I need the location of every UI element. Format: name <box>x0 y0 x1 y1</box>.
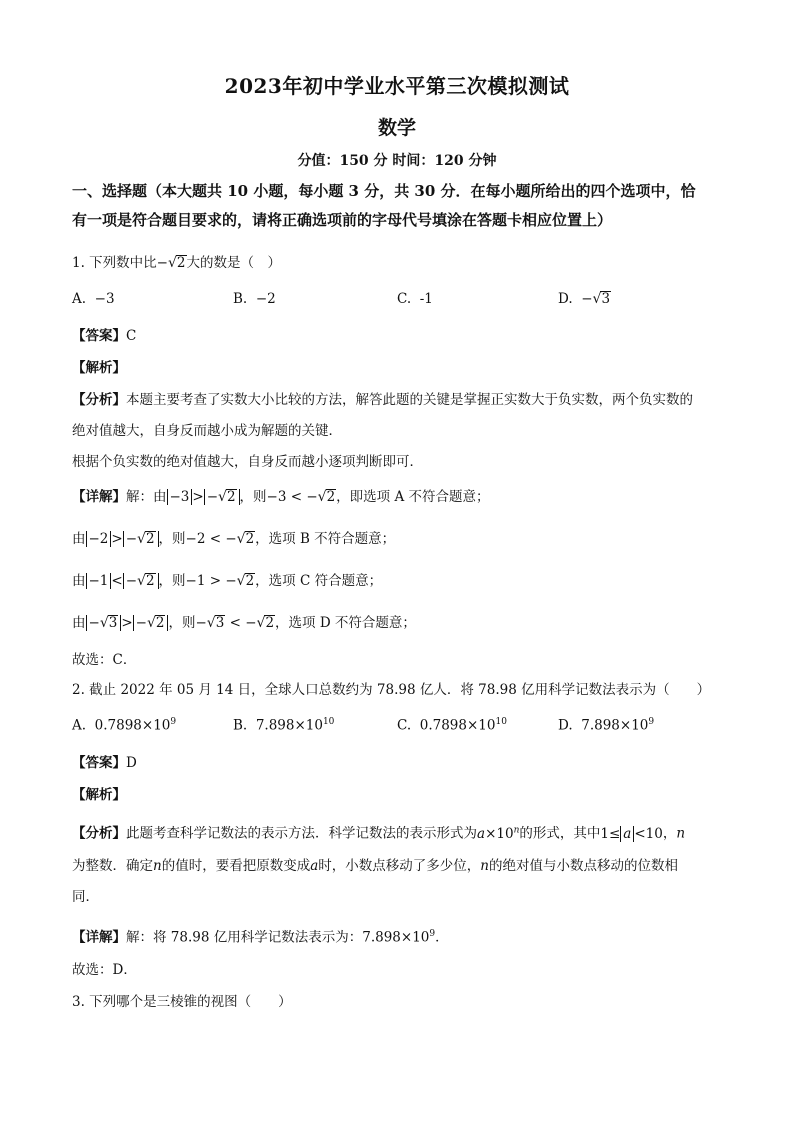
q1-detail-line2: 由 −2 > −√2 ，则−2 < −√2，选项 B 不符合题意； <box>72 531 396 547</box>
section-heading-line2: 有一项是符合题目要求的，请将正确选项前的字母代号填涂在答题卡相应位置上） <box>72 211 613 229</box>
q2-option-a: A. $0.7898\times 10^9$ <box>72 717 177 734</box>
q1-fenxi-line2: 绝对值越大，自身反而越小成为解题的关键． <box>72 423 342 439</box>
q1-detail-line3: 由 −1 < −√2 ，则−1 > −√2，选项 C 符合题意； <box>72 573 383 589</box>
q2-answer: 【答案】D <box>72 755 137 771</box>
q1-stem-post: 大的数是（ ） <box>186 255 281 271</box>
q2-analysis-tag: 【解析】 <box>72 787 126 803</box>
q1-option-d: D. −√3 <box>558 291 611 307</box>
q1-neg-sqrt2: −√2 <box>156 255 186 271</box>
exam-title: 2023年初中学业水平第三次模拟测试 <box>224 74 570 98</box>
q1-fenxi-line1: 【分析】本题主要考查了实数大小比较的方法，解答此题的关键是掌握正实数大于负实数，两个负实数的 <box>72 392 693 408</box>
section-heading-line1: 一、选择题（本大题共 10 小题，每小题 3 分，共 30 分．在每小题所给出的四个选项中，恰 <box>72 182 696 200</box>
q2-option-d: D. $7.898\times 10^9$ <box>558 717 655 734</box>
q3-stem: 3. 下列哪个是三棱锥的视图（ ） <box>72 994 292 1010</box>
q1-option-b: B. −2 <box>233 291 276 307</box>
q1-fenxi-line3: 根据个负实数的绝对值越大，自身反而越小逐项判断即可． <box>72 454 423 470</box>
q2-option-b: B. $7.898\times 10^{10}$ <box>233 717 335 734</box>
q1-choose: 故选：C． <box>72 652 137 668</box>
q1-answer: 【答案】C <box>72 328 137 344</box>
q1-option-a: A. −3 <box>72 291 115 307</box>
q2-fenxi-line2: 为整数．确定n的值时，要看把原数变成a时，小数点移动了多少位，n的绝对值与小数点移动的位数相 <box>72 858 678 874</box>
q1-detail-line1: 【详解】解：由 −3 > −√2 ，则−3 < −√2，即选项 A 不符合题意； <box>72 489 490 505</box>
q2-fenxi-line3: 同． <box>72 889 99 905</box>
q2-detail: 【详解】解：将 78.98 亿用科学记数法表示为：$7.898\times 10^9$． <box>72 929 449 946</box>
q2-stem: 2. 截止 2022 年 05 月 14 日，全球人口总数约为 78.98 亿人．将 78.98 亿用科学记数法表示为（ ） <box>72 682 711 698</box>
q2-fenxi-line1: 【分析】此题考查科学记数法的表示方法．科学记数法的表示形式为$a\times 10^n$的形式，其中1≤ a <10，n <box>72 825 686 842</box>
q1-stem-pre: 1. 下列数中比 <box>72 255 157 271</box>
q1-detail-line4: 由 −√3 > −√2 ，则−√3 < −√2，选项 D 不符合题意； <box>72 615 416 631</box>
exam-meta: 分值：150 分 时间：120 分钟 <box>297 153 497 169</box>
q1-stem <box>72 253 281 273</box>
q1-analysis-tag: 【解析】 <box>72 360 126 376</box>
q2-option-c: C. $0.7898\times 10^{10}$ <box>397 717 507 734</box>
exam-subject: 数学 <box>377 117 416 139</box>
q1-option-c: C. -1 <box>397 291 433 307</box>
q2-choose: 故选：D． <box>72 962 137 978</box>
